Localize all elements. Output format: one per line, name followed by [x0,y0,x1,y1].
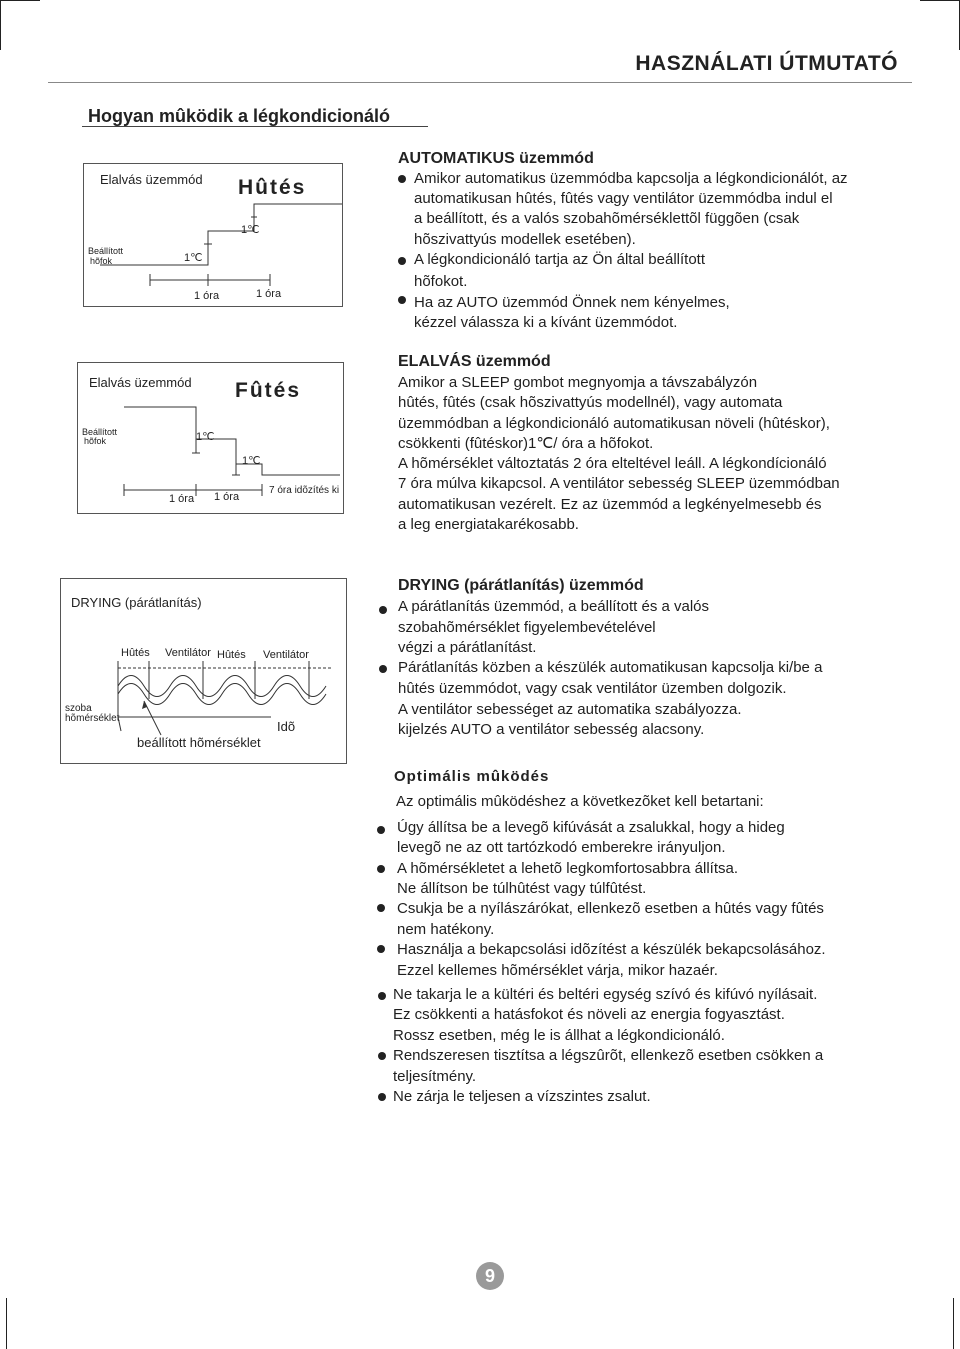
crop-mark [920,0,960,1]
optimal-line-2: levegõ ne az ott tartózkodó emberekre irányuljon. [397,839,726,856]
drying-line-4: Párátlanítás közben a készülék automatikusan kapcsolja ki/be a [398,659,823,676]
sleep-line-2: hûtés, fûtés (csak hõszivattyús modellnél), vagy automata [398,394,783,411]
diagram-cooling-sleep [83,163,343,307]
drying-line-6: A ventilátor sebességet az automatika szabályozza. [398,701,742,718]
optimal-line-5: Csukja be a nyílászárókat, ellenkezõ esetben a hûtés vagy fûtés [397,900,824,917]
sleep-title: ELALVÁS üzemmód [398,353,551,370]
crop-mark [953,1298,954,1349]
optimal-line-7: Használja a bekapcsolási idõzítést a készülék bekapcsolásához. [397,941,826,958]
cooling-step-2: 1℃ [241,224,260,236]
optimal-line-11: Rossz esetben, még le is állhat a légkondicionáló. [393,1027,725,1044]
page-header: HASZNÁLATI ÚTMUTATÓ [635,52,898,75]
auto-title: AUTOMATIKUS üzemmód [398,150,594,167]
auto-line-2: automatikusan hûtés, fûtés vagy ventilátor üzemmódba indul el [414,190,833,207]
heating-mode-label: Elalvás üzemmód [89,375,192,390]
drying-time-label: Idõ [277,719,296,734]
cooling-hour-1: 1 óra [194,290,220,302]
bullet-icon [378,1093,386,1101]
drying-phase-2: Ventilátor [165,647,211,659]
optimal-line-9: Ne takarja le a kültéri és beltéri egység szívó és kifúvó nyílásait. [393,986,818,1003]
sleep-line-7: automatikusan vezérelt. Ez az üzemmód a legkényelmesebb és [398,496,822,513]
optimal-line-12: Rendszeresen tisztítsa a légszûrõt, ellenkezõ esetben csökken a [393,1047,824,1064]
drying-room-temp-label-2: hõmérséklet [65,713,120,724]
drying-line-3: végzi a párátlanítást. [398,639,537,656]
drying-setpoint-label: beállított hõmérséklet [137,735,261,750]
bullet-icon [377,904,385,912]
optimal-title: Optimális mûködés [394,768,550,785]
optimal-line-13: teljesítmény. [393,1068,477,1085]
crop-mark [0,0,1,50]
auto-line-8: kézzel válassza ki a kívánt üzemmódot. [414,314,678,331]
auto-line-5: A légkondicionáló tartja az Ön által beállított [414,251,706,268]
bullet-icon [379,665,387,673]
sleep-line-8: a leg energiatakarékosabb. [398,516,579,533]
section-title: Hogyan mûködik a légkondicionáló [88,106,391,126]
heating-setpoint-label-2: hõfok [84,436,107,446]
crop-mark [6,1298,7,1349]
crop-mark [0,0,40,1]
heating-step-2: 1℃ [242,455,261,467]
optimal-intro: Az optimális mûködéshez a következõket kell betartani: [396,793,764,810]
cooling-heading: Hûtés [238,176,307,199]
heating-setpoint-label: Beállított [82,427,118,437]
heating-hour-2: 1 óra [214,491,240,503]
drying-title: DRYING (párátlanítás) üzemmód [398,577,644,594]
heating-heading: Fûtés [235,379,302,402]
bullet-icon [378,1052,386,1060]
page-number-badge: 9 [476,1262,504,1290]
header-rule [48,82,912,83]
auto-line-4: hõszivattyús modellek esetében). [414,231,636,248]
cooling-setpoint-label: Beállított [88,246,124,256]
drying-phase-4: Ventilátor [263,649,309,661]
bullet-icon [398,175,406,183]
sleep-line-3: üzemmódban a légkondicionáló automatikusan növeli (hûtéskor), [398,415,830,432]
cooling-setpoint-label-2: hõfok [90,256,113,266]
drying-line-7: kijelzés AUTO a ventilátor sebesség alacsony. [398,721,705,738]
drying-phase-1: Hûtés [121,647,150,659]
heating-hour-1: 1 óra [169,493,195,505]
bullet-icon [379,606,387,614]
sleep-line-5: A hõmérséklet változtatás 2 óra elteltével leáll. A légkondícionáló [398,455,827,472]
diagram-heating-sleep [77,362,344,514]
optimal-line-8: Ezzel kellemes hõmérséklet várja, mikor hazaér. [397,962,718,979]
cooling-step-1: 1℃ [184,252,203,264]
optimal-line-14: Ne zárja le teljesen a vízszintes zsalut. [393,1088,651,1105]
section-rule [82,126,428,127]
drying-phase-3: Hûtés [217,649,246,661]
drying-diagram-title: DRYING (párátlanítás) [71,595,202,610]
auto-line-7: Ha az AUTO üzemmód Önnek nem kényelmes, [414,294,730,311]
cooling-hour-2: 1 óra [256,288,282,300]
bullet-icon [377,945,385,953]
optimal-line-3: A hõmérsékletet a lehetõ legkomfortosabbra állítsa. [397,860,739,877]
optimal-line-4: Ne állítson be túlhûtést vagy túlfûtést. [397,880,647,897]
sleep-line-6: 7 óra múlva kikapcsol. A ventilátor sebesség SLEEP üzemmódban [398,475,840,492]
optimal-line-10: Ez csökkenti a hatásfokot és növeli az energia fogyasztást. [393,1006,785,1023]
drying-line-1: A párátlanítás üzemmód, a beállított és a valós [398,598,710,615]
drying-room-temp-label: szoba [65,703,92,714]
bullet-icon [398,257,406,265]
bullet-icon [398,296,406,304]
auto-line-3: a beállított, és a valós szobahõmérséklettõl függõen (csak [414,210,800,227]
optimal-line-6: nem hatékony. [397,921,495,938]
heating-step-1: 1℃ [196,431,215,443]
sleep-line-4: csökkenti (fûtéskor)1℃/ óra a hõfokot. [398,435,654,452]
drying-line-2: szobahõmérséklet figyelembevételével [398,619,656,636]
cooling-mode-label: Elalvás üzemmód [100,172,203,187]
bullet-icon [377,826,385,834]
sleep-line-1: Amikor a SLEEP gombot megnyomja a távszabályzón [398,374,758,391]
diagram-drying [60,578,347,764]
auto-line-1: Amikor automatikus üzemmódba kapcsolja a légkondicionálót, az [414,170,848,187]
bullet-icon [377,865,385,873]
auto-line-6: hõfokot. [414,273,468,290]
optimal-line-1: Úgy állítsa be a levegõ kifúvását a zsalukkal, hogy a hideg [397,819,785,836]
bullet-icon [378,992,386,1000]
drying-line-5: hûtés üzemmódot, vagy csak ventilátor üzemben dolgozik. [398,680,787,697]
heating-timer-label: 7 óra idõzítés ki [269,485,340,496]
